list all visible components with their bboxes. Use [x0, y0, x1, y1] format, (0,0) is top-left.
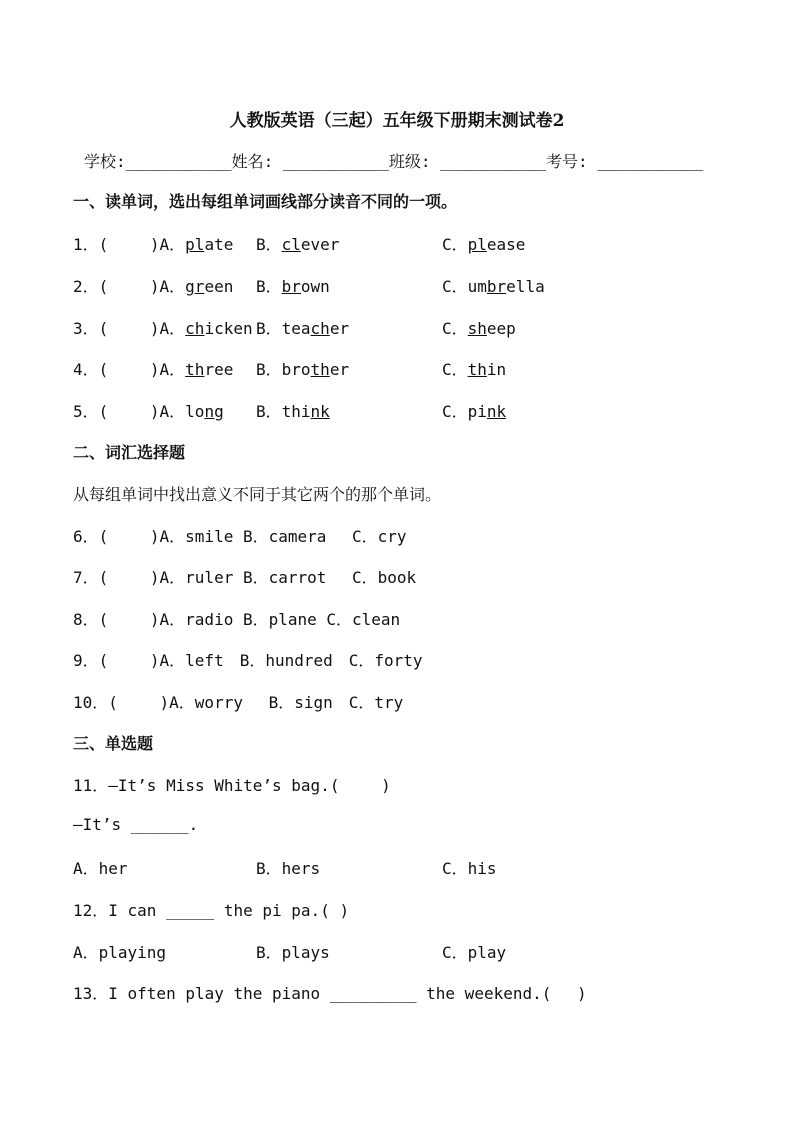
question-11-response: —It’s ______. — [73, 815, 199, 834]
q1-option-a: 1．( )A．plate — [73, 235, 234, 254]
page-title: 人教版英语（三起）五年级下册期末测试卷2 — [229, 111, 565, 131]
q5-option-c: C．pink — [442, 402, 507, 421]
q3-option-b: B．teacher — [256, 319, 350, 338]
question-10: 10．( )A．worry B．sign C．try — [73, 693, 404, 712]
q11-option-b: B．hers — [256, 859, 321, 878]
student-info-line: 学校:___________姓名: ___________班级: ___________考号: ___________ — [84, 152, 704, 171]
q11-option-c: C．his — [442, 859, 497, 878]
question-12: 12．I can _____ the pi pa.( ) — [73, 901, 350, 920]
question-6: 6．( )A．smile B．camera C．cry — [73, 527, 407, 546]
q5-option-b: B．think — [256, 402, 330, 421]
q4-option-c: C．thin — [442, 360, 507, 379]
q3-option-c: C．sheep — [442, 319, 516, 338]
q12-option-b: B．plays — [256, 943, 330, 962]
question-13: 13．I often play the piano _________ the weekend.( ) — [73, 984, 587, 1003]
q2-option-a: 2．( )A．green — [73, 277, 234, 296]
q1-option-b: B．clever — [256, 235, 340, 254]
section2-instruction: 从每组单词中找出意义不同于其它两个的那个单词。 — [73, 485, 442, 504]
section3-heading: 三、单选题 — [73, 734, 154, 753]
q5-option-a: 5．( )A．long — [73, 402, 224, 421]
question-11: 11．—It’s Miss White’s bag.( ) — [73, 776, 391, 795]
section2-heading: 二、词汇选择题 — [73, 443, 186, 462]
q12-option-a: A．playing — [73, 943, 167, 962]
q12-option-c: C．play — [442, 943, 507, 962]
question-8: 8．( )A．radio B．plane C．clean — [73, 610, 401, 629]
q1-option-c: C．please — [442, 235, 526, 254]
q3-option-a: 3．( )A．chicken — [73, 319, 253, 338]
q4-option-b: B．brother — [256, 360, 350, 379]
question-9: 9．( )A．left B．hundred C．forty — [73, 651, 423, 670]
q4-option-a: 4．( )A．three — [73, 360, 234, 379]
q2-option-c: C．umbrella — [442, 277, 545, 296]
q11-option-a: A．her — [73, 859, 128, 878]
question-7: 7．( )A．ruler B．carrot C．book — [73, 568, 417, 587]
section1-heading: 一、读单词，选出每组单词画线部分读音不同的一项。 — [73, 192, 458, 211]
q2-option-b: B．brown — [256, 277, 330, 296]
